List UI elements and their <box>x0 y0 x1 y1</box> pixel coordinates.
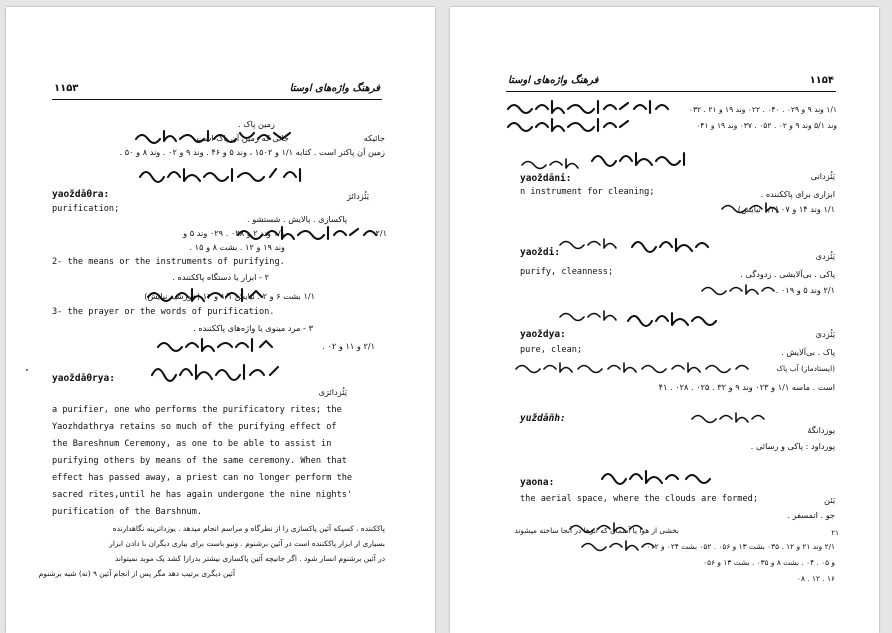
left-line-2: جائی که زمین آن پاک است <box>196 133 289 143</box>
avestan-script-glyph <box>568 519 658 537</box>
avestan-script-glyph <box>558 235 628 251</box>
avestan-script-glyph <box>138 163 308 187</box>
left-def-line-6: sacred rites,until he has again undergone the nine nights' <box>52 490 353 500</box>
right-refs-yaona-2: ۲/۱ وند ۲۱ و ۱۲ . ۰۳۵ بشت ۱۳ و ۰۵۶ . ۰۵۲ بشت ۰۲۴ و ۰۱۲ <box>646 542 835 551</box>
left-sense1-en: purification; <box>52 204 120 214</box>
avestan-script-glyph <box>506 115 656 135</box>
avestan-script-glyph <box>520 155 590 171</box>
left-header-rule <box>52 99 382 100</box>
right-page <box>450 7 879 633</box>
right-persian-headword-3: یَئُزدیَ <box>815 329 835 339</box>
left-def-fa-1: پاککننده . کسیکه آئین پاکسازی را از نطرگاه و مراسم انجام میدهد . یوزداترینه نگاهدارنده <box>112 524 385 533</box>
right-def-yaozdi-en: purify, cleanness; <box>520 267 614 277</box>
right-persian-headword-5: یَئن <box>824 495 835 505</box>
avestan-script-glyph <box>150 359 290 385</box>
avestan-script-glyph <box>514 359 774 377</box>
right-refs-yaozdya: است . ماسه ۱/۱ و ۰۲۳ وند ۹ و ۳۲ . ۰۲۵ . ۰۲۸ . ۴۱ <box>658 382 835 392</box>
right-headword-yaozdani: yaoždāni: <box>520 173 572 184</box>
right-refs-yaona-3: و ۰۵ . ۰۴ . بشت ۸ و ۰۳۵ . بشت ۱۳ و ۰۵۶ <box>703 558 835 567</box>
right-persian-headword-1: یَئُزدانی <box>810 171 835 181</box>
left-persian-headword-1: یَئُزدائرَ <box>347 191 369 201</box>
right-page-number: ۱۱۵۴ <box>809 75 834 86</box>
right-def-yaona-en: the aerial space, where the clouds are formed; <box>520 494 758 504</box>
left-def-line-7: purification of the Barshnum. <box>52 507 203 517</box>
avestan-script-glyph <box>590 147 710 171</box>
right-header-rule <box>506 91 836 92</box>
right-def-yuzdanh-fa: پورداود : پاکی و رسائی . <box>750 441 835 451</box>
right-def-yaozdani-en: n instrument for cleaning; <box>520 187 655 197</box>
avestan-script-glyph <box>156 335 286 355</box>
right-headword-yaona: yaona: <box>520 477 555 488</box>
right-def-yaozdya-fa-tail: (ایستادماز) آب پاک <box>776 364 835 373</box>
left-def-line-2: Yaozhdathrya retains so much of the purifying effect of <box>52 422 337 432</box>
avestan-script-glyph <box>134 127 294 147</box>
left-sense3-refs: ۲/۱ و ۱۱ و ۰۲ . <box>322 341 375 351</box>
avestan-script-glyph <box>558 307 628 323</box>
avestan-script-glyph <box>720 199 800 217</box>
right-persian-headword-2: یَئُزدی <box>815 251 835 261</box>
right-running-header <box>508 75 834 89</box>
right-top-refs-2: وند ۵/۱ وند ۹ و ۰۲ . ۰۵۲ . ۰۳۷ وند ۱۹ و ۰۴۱ <box>696 121 837 130</box>
left-sense2-en: 2- the means or the instruments of purifying. <box>52 257 285 267</box>
avestan-script-glyph <box>626 307 736 331</box>
left-sense1-fa: پاکسازی . پالایش . شستشو . <box>247 214 347 224</box>
right-refs-yaozdani: ۱/۱ وند ۱۴ و ۰۷ (۱/۲ نیایش) <box>737 204 835 214</box>
avestan-script-glyph <box>506 97 706 117</box>
left-def-fa-3: در آئین برشنوم انسار شود . اگر جانیچه آئین پاکسازی بیشتر بدرازا کشد یک موبد نمیتواند <box>114 554 385 563</box>
right-refs-yaona-side: ۲۱ <box>831 528 839 537</box>
avestan-script-glyph <box>690 409 770 427</box>
left-sense1-refs-b: وند ۱۹ و ۱۲ . بشت ۸ و ۱۵ . <box>189 242 285 252</box>
right-headword-yuzdanh: yuždāñh: <box>520 413 566 424</box>
left-line-3: زمین آن پاکتر است . کتابه ۱/۱ و ۱۵۰۲ ، وند ۵ و ۴۶ . وند ۹ و ۰۲ . وند ۸ و ۵۰ . <box>119 147 385 157</box>
left-sense3-fa: ۳ - مرد مینوی یا واژه‌های پاککننده . <box>193 323 313 333</box>
right-def-yaozdya-fa: پاک . بی‌آلایش . <box>781 347 835 357</box>
avestan-script-glyph <box>580 537 670 555</box>
right-headword-yaozdya: yaoždya: <box>520 329 566 340</box>
left-headword-yaozdathrya: yaoždāθrya: <box>52 373 115 384</box>
left-headword-yaozdathra: yaoždāθra: <box>52 189 110 200</box>
left-sense2-refs: ۱/۱ بشت ۶ و ۲ . نیایش ۱/۱ و ۱۲ (خورشید نیایش) <box>144 291 315 301</box>
right-refs-yaona-1: بخشی از هوا یا آسمان که ابرها در آنجا ساخته میشوند <box>514 526 679 535</box>
avestan-script-glyph <box>630 233 720 257</box>
margin-mark <box>26 369 28 371</box>
right-top-refs-1: ۱/۱ وند ۹ و ۰۲۹ . ۰۴۰ . ۰۲۲ وند ۱۹ و ۲۱ . ۰۳۲ <box>688 105 837 114</box>
left-page-number: ۱۱۵۳ <box>54 83 79 94</box>
right-def-yaozdi-fa: پاکی . بی‌آلایشی . زدودگی . <box>740 269 835 279</box>
left-def-fa-2: بسیاری از ابزار پاککننده است در آئین برشنوم . ونیو باست برای بیاری دیگران با دادن ابزار <box>109 539 385 548</box>
left-sense1-refs-side: ۲/۱ <box>375 228 387 238</box>
left-page <box>6 7 435 633</box>
left-sense1-refs-a: ۱/۱ وند ۲ و ۰۲۸ . ۰۲۹ وند ۵ و <box>183 228 285 238</box>
left-def-line-3: the Bareshnum Ceremony, as one to be able to assist in <box>52 439 332 449</box>
left-sense3-en: 3- the prayer or the words of purification. <box>52 307 275 317</box>
left-def-line-5: effect has passed away, a priest can no longer perform the <box>52 473 353 483</box>
left-sense2-fa: ۲ - ابزار یا دستگاه پاککننده . <box>172 272 269 282</box>
left-running-header <box>54 83 380 97</box>
left-def-line-4: purifying others by means of the same ceremony. When that <box>52 456 347 466</box>
right-def-yaozdya-en: pure, clean; <box>520 345 583 355</box>
right-refs-yaona-4: ۱۶ . ۱۲ . ۰۸ <box>797 574 835 583</box>
left-line-1: زمین پاک . <box>238 119 275 129</box>
left-persian-headword-2: یَئُزدائرَی <box>318 387 347 397</box>
right-running-title: فرهنگ واژه‌های اوستا <box>508 75 599 86</box>
left-def-line-1: a purifier, one who performs the purificatory rites; the <box>52 405 342 415</box>
left-def-fa-4: آئین دیگری برتیب دهد مگر پس از انجام آئین ۹ (نه) شبه برشنوم <box>38 569 235 578</box>
right-def-yaona-fa: جو . اتمسفر . <box>787 510 835 520</box>
right-persian-headword-4: یوزدانگهٔ <box>807 425 835 435</box>
left-line-2b: جائیکه <box>363 133 385 143</box>
right-def-yaozdani-fa: ابزاری برای پاککننده . <box>760 189 835 199</box>
avestan-script-glyph <box>600 465 730 489</box>
right-refs-yaozdi: ۲/۱ وند ۵ و ۰۱۹ . <box>775 285 835 295</box>
left-running-title: فرهنگ واژه‌های اوستا <box>289 83 380 94</box>
right-headword-yaozdi: yaoždi: <box>520 247 561 258</box>
